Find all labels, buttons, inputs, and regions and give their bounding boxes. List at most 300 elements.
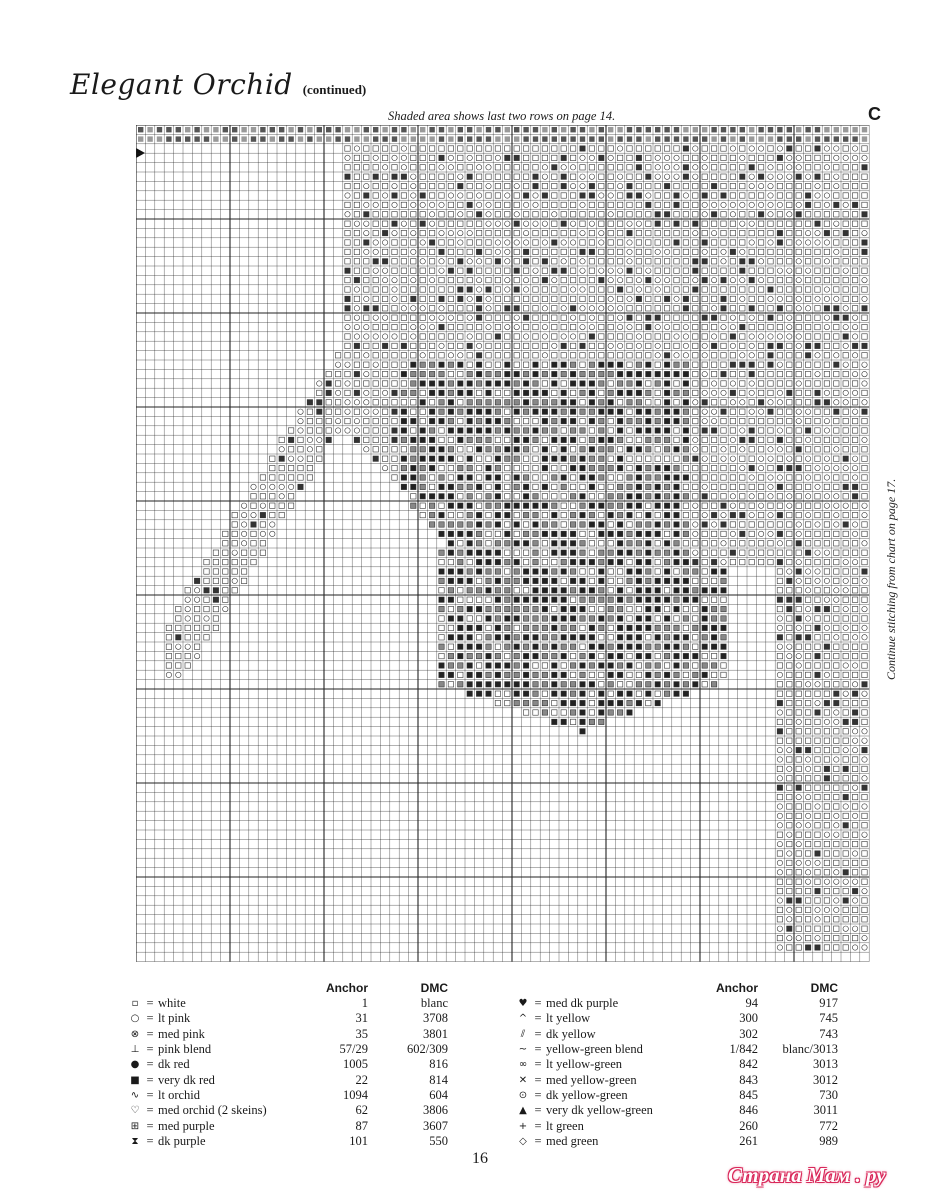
stitch-symbol — [664, 616, 669, 621]
stitch-symbol — [824, 926, 829, 931]
dmc-number: 743 — [819, 1026, 838, 1041]
stitch-symbol — [335, 127, 340, 132]
stitch-symbol — [693, 597, 698, 602]
stitch-symbol — [627, 202, 632, 207]
stitch-symbol — [476, 371, 481, 376]
stitch-symbol — [241, 127, 246, 132]
stitch-symbol — [862, 456, 867, 461]
stitch-symbol — [486, 306, 491, 311]
stitch-symbol — [787, 907, 792, 912]
stitch-symbol — [552, 165, 557, 170]
stitch-symbol — [627, 296, 632, 301]
stitch-symbol — [288, 428, 293, 433]
stitch-symbol — [749, 531, 754, 536]
stitch-symbol — [824, 898, 829, 903]
legend-row — [516, 1072, 838, 1087]
stitch-symbol — [561, 362, 566, 367]
stitch-symbol — [476, 644, 481, 649]
stitch-symbol — [439, 428, 444, 433]
stitch-symbol — [373, 306, 378, 311]
stitch-symbol — [486, 531, 491, 536]
dmc-number: 550 — [429, 1133, 448, 1148]
stitch-symbol — [476, 625, 481, 630]
stitch-symbol — [608, 287, 613, 292]
stitch-symbol — [552, 691, 557, 696]
stitch-symbol — [345, 287, 350, 292]
stitch-symbol — [495, 259, 500, 264]
stitch-symbol — [570, 597, 575, 602]
stitch-symbol — [448, 588, 453, 593]
stitch-symbol — [420, 503, 425, 508]
stitch-symbol — [514, 146, 519, 151]
stitch-symbol — [862, 531, 867, 536]
stitch-symbol — [674, 249, 679, 254]
stitch-symbol — [721, 541, 726, 546]
stitch-symbol — [533, 484, 538, 489]
filled-heart-icon: ♥ — [518, 998, 528, 1010]
stitch-symbol — [805, 682, 810, 687]
stitch-symbol — [373, 259, 378, 264]
stitch-symbol — [711, 494, 716, 499]
stitch-symbol — [749, 409, 754, 414]
stitch-symbol — [862, 616, 867, 621]
stitch-symbol — [542, 672, 547, 677]
stitch-symbol — [702, 155, 707, 160]
stitch-symbol — [411, 465, 416, 470]
stitch-symbol — [505, 569, 510, 574]
tilde-icon: ~ — [518, 1044, 528, 1056]
stitch-symbol — [580, 400, 585, 405]
stitch-symbol — [599, 409, 604, 414]
stitch-symbol — [740, 202, 745, 207]
stitch-symbol — [495, 691, 500, 696]
stitch-symbol — [796, 484, 801, 489]
stitch-symbol — [646, 371, 651, 376]
stitch-symbol — [796, 719, 801, 724]
stitch-symbol — [185, 606, 190, 611]
stitch-symbol — [815, 183, 820, 188]
stitch-symbol — [777, 155, 782, 160]
stitch-symbol — [580, 371, 585, 376]
stitch-symbol — [411, 494, 416, 499]
stitch-symbol — [796, 174, 801, 179]
stitch-symbol — [862, 334, 867, 339]
stitch-symbol — [862, 202, 867, 207]
stitch-symbol — [288, 465, 293, 470]
stitch-symbol — [721, 183, 726, 188]
stitch-symbol — [683, 691, 688, 696]
stitch-symbol — [223, 531, 228, 536]
stitch-symbol — [862, 597, 867, 602]
stitch-symbol — [589, 400, 594, 405]
stitch-symbol — [815, 691, 820, 696]
stitch-symbol — [721, 672, 726, 677]
stitch-symbol — [486, 597, 491, 602]
stitch-symbol — [542, 146, 547, 151]
stitch-symbol — [862, 221, 867, 226]
stitch-symbol — [768, 428, 773, 433]
stitch-symbol — [542, 268, 547, 273]
stitch-symbol — [646, 193, 651, 198]
stitch-symbol — [373, 249, 378, 254]
stitch-symbol — [627, 165, 632, 170]
stitch-symbol — [711, 625, 716, 630]
stitch-symbol — [345, 202, 350, 207]
stitch-symbol — [843, 390, 848, 395]
stitch-symbol — [693, 306, 698, 311]
stitch-symbol — [824, 437, 829, 442]
stitch-symbol — [429, 418, 434, 423]
stitch-symbol — [834, 569, 839, 574]
stitch-symbol — [523, 597, 528, 602]
stitch-symbol — [467, 277, 472, 282]
stitch-symbol — [787, 653, 792, 658]
stitch-symbol — [796, 757, 801, 762]
stitch-symbol — [542, 287, 547, 292]
stitch-symbol — [232, 127, 237, 132]
stitch-symbol — [448, 296, 453, 301]
stitch-symbol — [796, 428, 801, 433]
stitch-symbol — [185, 644, 190, 649]
stitch-symbol — [693, 230, 698, 235]
stitch-symbol — [542, 447, 547, 452]
stitch-symbol — [411, 484, 416, 489]
stitch-symbol — [805, 230, 810, 235]
stitch-symbol — [852, 230, 857, 235]
stitch-symbol — [617, 428, 622, 433]
stitch-symbol — [664, 400, 669, 405]
stitch-symbol — [599, 324, 604, 329]
stitch-symbol — [749, 522, 754, 527]
stitch-symbol — [589, 559, 594, 564]
stitch-symbol — [787, 127, 792, 132]
stitch-symbol — [429, 456, 434, 461]
stitch-symbol — [730, 531, 735, 536]
stitch-symbol — [429, 343, 434, 348]
stitch-symbol — [486, 682, 491, 687]
stitch-symbol — [439, 400, 444, 405]
stitch-symbol — [664, 249, 669, 254]
stitch-symbol — [467, 249, 472, 254]
stitch-symbol — [467, 315, 472, 320]
stitch-symbol — [589, 710, 594, 715]
stitch-symbol — [354, 146, 359, 151]
stitch-symbol — [843, 212, 848, 217]
legend-row — [516, 1027, 838, 1042]
stitch-symbol — [636, 465, 641, 470]
stitch-symbol — [627, 456, 632, 461]
stitch-symbol — [495, 409, 500, 414]
double-slash-icon: ⫽ — [520, 1028, 526, 1040]
stitch-symbol — [523, 259, 528, 264]
stitch-symbol — [448, 268, 453, 273]
stitch-symbol — [824, 597, 829, 602]
stitch-symbol — [307, 127, 312, 132]
stitch-symbol — [448, 606, 453, 611]
stitch-symbol — [213, 559, 218, 564]
stitch-symbol — [843, 428, 848, 433]
stitch-symbol — [683, 221, 688, 226]
stitch-symbol — [392, 202, 397, 207]
stitch-symbol — [646, 700, 651, 705]
stitch-symbol — [674, 277, 679, 282]
stitch-symbol — [843, 597, 848, 602]
stitch-symbol — [730, 484, 735, 489]
stitch-symbol — [608, 465, 613, 470]
stitch-symbol — [467, 324, 472, 329]
stitch-symbol — [815, 277, 820, 282]
stitch-symbol — [740, 437, 745, 442]
stitch-symbol — [834, 306, 839, 311]
stitch-symbol — [787, 644, 792, 649]
stitch-symbol — [646, 221, 651, 226]
stitch-symbol — [805, 860, 810, 865]
stitch-symbol — [843, 381, 848, 386]
stitch-symbol — [580, 465, 585, 470]
stitch-symbol — [561, 559, 566, 564]
stitch-symbol — [448, 484, 453, 489]
stitch-symbol — [843, 146, 848, 151]
stitch-symbol — [646, 653, 651, 658]
stitch-symbol — [589, 494, 594, 499]
stitch-symbol — [495, 531, 500, 536]
stitch-symbol — [495, 465, 500, 470]
stitch-symbol — [796, 832, 801, 837]
stitch-symbol — [486, 409, 491, 414]
stitch-symbol — [627, 277, 632, 282]
stitch-symbol — [862, 682, 867, 687]
stitch-symbol — [580, 296, 585, 301]
stitch-symbol — [655, 362, 660, 367]
stitch-symbol — [533, 541, 538, 546]
stitch-symbol — [561, 268, 566, 273]
stitch-symbol — [288, 437, 293, 442]
stitch-symbol — [815, 296, 820, 301]
stitch-symbol — [270, 522, 275, 527]
stitch-symbol — [476, 146, 481, 151]
stitch-symbol — [824, 268, 829, 273]
stitch-symbol — [674, 635, 679, 640]
stitch-symbol — [476, 465, 481, 470]
stitch-symbol — [852, 353, 857, 358]
dotted-circle-icon: ⊙ — [518, 1089, 528, 1101]
stitch-symbol — [730, 447, 735, 452]
stitch-symbol — [834, 155, 839, 160]
stitch-symbol — [364, 371, 369, 376]
stitch-symbol — [373, 447, 378, 452]
stitch-symbol — [448, 136, 453, 141]
stitch-symbol — [787, 343, 792, 348]
stitch-symbol — [664, 362, 669, 367]
stitch-symbol — [740, 494, 745, 499]
stitch-symbol — [824, 136, 829, 141]
stitch-symbol — [787, 531, 792, 536]
stitch-symbol — [523, 287, 528, 292]
stitch-symbol — [636, 578, 641, 583]
stitch-symbol — [580, 277, 585, 282]
stitch-symbol — [674, 296, 679, 301]
stitch-symbol — [608, 277, 613, 282]
stitch-symbol — [505, 390, 510, 395]
stitch-symbol — [514, 700, 519, 705]
stitch-symbol — [627, 268, 632, 273]
stitch-symbol — [514, 663, 519, 668]
stitch-symbol — [664, 146, 669, 151]
stitch-symbol — [241, 550, 246, 555]
stitch-symbol — [448, 531, 453, 536]
stitch-symbol — [768, 202, 773, 207]
stitch-symbol — [458, 409, 463, 414]
stitch-symbol — [467, 512, 472, 517]
stitch-symbol — [843, 672, 848, 677]
stitch-symbol — [486, 616, 491, 621]
stitch-symbol — [561, 663, 566, 668]
stitch-symbol — [805, 174, 810, 179]
stitch-symbol — [279, 494, 284, 499]
stitch-symbol — [815, 146, 820, 151]
stitch-symbol — [505, 550, 510, 555]
stitch-symbol — [702, 644, 707, 649]
equals-sign: = — [146, 1026, 154, 1041]
stitch-symbol — [476, 437, 481, 442]
stitch-symbol — [824, 259, 829, 264]
stitch-symbol — [749, 268, 754, 273]
stitch-symbol — [608, 625, 613, 630]
stitch-symbol — [467, 682, 472, 687]
stitch-symbol — [702, 512, 707, 517]
stitch-symbol — [852, 428, 857, 433]
stitch-symbol — [458, 306, 463, 311]
stitch-symbol — [552, 672, 557, 677]
stitch-symbol — [664, 503, 669, 508]
stitch-symbol — [730, 174, 735, 179]
stitch-symbol — [458, 616, 463, 621]
stitch-symbol — [429, 230, 434, 235]
stitch-symbol — [796, 437, 801, 442]
stitch-symbol — [439, 550, 444, 555]
stitch-symbol — [664, 456, 669, 461]
stitch-symbol — [608, 606, 613, 611]
stitch-symbol — [599, 437, 604, 442]
stitch-symbol — [570, 136, 575, 141]
stitch-symbol — [392, 212, 397, 217]
stitch-symbol — [721, 597, 726, 602]
stitch-symbol — [787, 409, 792, 414]
stitch-symbol — [702, 606, 707, 611]
stitch-symbol — [787, 465, 792, 470]
stitch-symbol — [834, 136, 839, 141]
dmc-number: blanc — [420, 996, 448, 1011]
stitch-symbol — [599, 418, 604, 423]
stitch-symbol — [157, 127, 162, 132]
stitch-symbol — [796, 597, 801, 602]
stitch-symbol — [674, 146, 679, 151]
stitch-symbol — [787, 738, 792, 743]
stitch-symbol — [589, 606, 594, 611]
stitch-symbol — [777, 306, 782, 311]
stitch-symbol — [796, 644, 801, 649]
stitch-symbol — [852, 541, 857, 546]
stitch-symbol — [740, 371, 745, 376]
stitch-symbol — [787, 484, 792, 489]
stitch-symbol — [702, 672, 707, 677]
stitch-symbol — [185, 597, 190, 602]
stitch-symbol — [664, 428, 669, 433]
stitch-symbol — [429, 146, 434, 151]
stitch-symbol — [711, 165, 716, 170]
stitch-symbol — [420, 136, 425, 141]
stitch-symbol — [730, 212, 735, 217]
stitch-symbol — [862, 550, 867, 555]
stitch-symbol — [279, 475, 284, 480]
stitch-symbol — [674, 437, 679, 442]
stitch-symbol — [796, 390, 801, 395]
stitch-symbol — [542, 381, 547, 386]
stitch-symbol — [495, 362, 500, 367]
stitch-symbol — [401, 437, 406, 442]
stitch-symbol — [758, 390, 763, 395]
stitch-symbol — [382, 390, 387, 395]
stitch-symbol — [636, 381, 641, 386]
stitch-symbol — [824, 804, 829, 809]
stitch-symbol — [335, 353, 340, 358]
stitch-symbol — [401, 390, 406, 395]
stitch-symbol — [693, 212, 698, 217]
stitch-symbol — [683, 625, 688, 630]
stitch-symbol — [514, 597, 519, 602]
stitch-symbol — [721, 531, 726, 536]
legend-row — [516, 1042, 838, 1057]
stitch-symbol — [834, 635, 839, 640]
stitch-symbol — [787, 926, 792, 931]
stitch-symbol — [335, 381, 340, 386]
stitch-symbol — [796, 653, 801, 658]
stitch-symbol — [533, 503, 538, 508]
stitch-symbol — [805, 785, 810, 790]
stitch-symbol — [533, 625, 538, 630]
stitch-symbol — [777, 259, 782, 264]
stitch-symbol — [862, 353, 867, 358]
stitch-symbol — [561, 174, 566, 179]
stitch-symbol — [834, 832, 839, 837]
stitch-symbol — [862, 306, 867, 311]
stitch-symbol — [599, 428, 604, 433]
stitch-symbol — [570, 484, 575, 489]
stitch-symbol — [458, 353, 463, 358]
stitch-symbol — [646, 155, 651, 160]
stitch-symbol — [251, 503, 256, 508]
stitch-symbol — [721, 390, 726, 395]
stitch-symbol — [758, 531, 763, 536]
stitch-symbol — [758, 512, 763, 517]
stitch-symbol — [505, 428, 510, 433]
stitch-symbol — [862, 785, 867, 790]
stitch-symbol — [843, 559, 848, 564]
stitch-symbol — [805, 898, 810, 903]
stitch-symbol — [411, 277, 416, 282]
stitch-symbol — [486, 418, 491, 423]
stitch-symbol — [570, 700, 575, 705]
stitch-symbol — [608, 691, 613, 696]
stitch-symbol — [476, 296, 481, 301]
stitch-symbol — [279, 512, 284, 517]
stitch-symbol — [448, 522, 453, 527]
stitch-symbol — [561, 136, 566, 141]
stitch-symbol — [561, 212, 566, 217]
stitch-symbol — [458, 240, 463, 245]
stitch-symbol — [664, 682, 669, 687]
stitch-symbol — [345, 315, 350, 320]
